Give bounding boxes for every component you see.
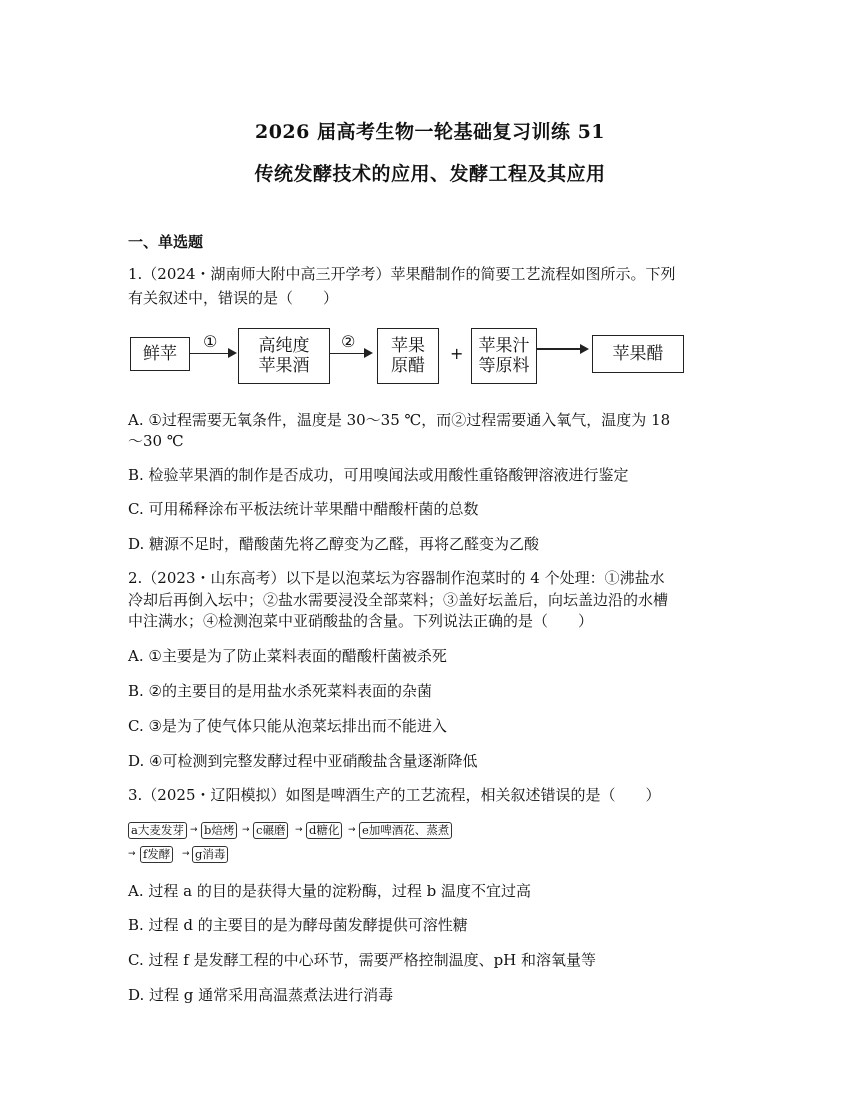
q1-option-a-line-1: A. ①过程需要无氧条件，温度是 30～35 ℃，而②过程需要通入氧气，温度为 18: [128, 411, 671, 429]
q2-option-c: C. ③是为了使气体只能从泡菜坛排出而不能进入: [128, 717, 447, 735]
box-label: 苹果酒: [258, 356, 310, 376]
plus-sign: +: [450, 344, 464, 363]
q3-option-d: D. 过程 g 通常采用高温蒸煮法进行消毒: [128, 986, 394, 1004]
diagram-box-apple-juice: [471, 328, 537, 384]
title-line-2: 传统发酵技术的应用、发酵工程及其应用: [254, 163, 606, 185]
step-a-box: a大麦发芽: [128, 822, 187, 839]
diagram-box-apple-vinegar: [592, 335, 684, 373]
box-label: 苹果汁: [478, 336, 530, 356]
step-g-box: g消毒: [192, 846, 228, 863]
q2-stem-line-1: 2.（2023・山东高考）以下是以泡菜坛为容器制作泡菜时的 4 个处理：①沸盐水: [128, 569, 665, 587]
box-label: 苹果醋: [612, 344, 664, 364]
diagram-box-apple-wine: [238, 328, 330, 384]
box-label: 高纯度: [258, 336, 310, 356]
q3-stem: 3.（2025・辽阳模拟）如图是啤酒生产的工艺流程，相关叙述错误的是（ ）: [128, 786, 661, 804]
step-2-marker: ②: [341, 332, 356, 351]
flow-arrow-icon: →: [182, 849, 190, 859]
q1-process-diagram: [128, 326, 688, 388]
flow-arrow-icon: →: [348, 825, 356, 835]
q3-brewing-diagram: [128, 820, 468, 866]
arrow-head-icon: [580, 344, 589, 354]
box-label: 原醋: [391, 356, 425, 376]
q1-stem-line-2: 有关叙述中，错误的是（ ）: [128, 289, 339, 307]
arrow-line: [537, 348, 581, 350]
box-label: 鲜苹: [143, 344, 177, 364]
flow-arrow-icon: →: [128, 849, 136, 859]
q1-option-c: C. 可用稀释涂布平板法统计苹果醋中醋酸杆菌的总数: [128, 500, 479, 518]
step-1-marker: ①: [203, 332, 218, 351]
step-b-box: b焙烤: [201, 822, 237, 839]
q2-option-b: B. ②的主要目的是用盐水杀死菜料表面的杂菌: [128, 682, 433, 700]
flow-arrow-icon: →: [242, 825, 250, 835]
q1-option-a-line-2: ～30 ℃: [128, 432, 184, 450]
q1-stem-line-1: 1.（2024・湖南师大附中高三开学考）苹果醋制作的简要工艺流程如图所示。下列: [128, 265, 676, 283]
section-heading: 一、单选题: [128, 233, 204, 251]
arrow-head-icon: [228, 348, 237, 358]
q3-option-a: A. 过程 a 的目的是获得大量的淀粉酶，过程 b 温度不宜过高: [128, 882, 531, 900]
step-e-box: e加啤酒花、蒸煮: [359, 822, 452, 839]
flow-arrow-icon: →: [295, 825, 303, 835]
q2-stem-line-3: 中注满水；④检测泡菜中亚硝酸盐的含量。下列说法正确的是（ ）: [128, 612, 594, 630]
q3-option-c: C. 过程 f 是发酵工程的中心环节，需要严格控制温度、pH 和溶氧量等: [128, 951, 597, 969]
diagram-box-fresh-apple: [130, 337, 190, 371]
diagram-box-raw-vinegar: [377, 328, 439, 384]
arrow-line: [330, 353, 366, 354]
q1-option-d: D. 糖源不足时，醋酸菌先将乙醇变为乙醛，再将乙醛变为乙酸: [128, 535, 540, 553]
q2-option-d: D. ④可检测到完整发酵过程中亚硝酸盐含量逐渐降低: [128, 752, 478, 770]
step-f-box: f发酵: [140, 846, 173, 863]
q3-option-b: B. 过程 d 的主要目的是为酵母菌发酵提供可溶性糖: [128, 916, 468, 934]
box-label: 苹果: [391, 336, 425, 356]
flow-arrow-icon: →: [190, 825, 198, 835]
q1-option-b: B. 检验苹果酒的制作是否成功，可用嗅闻法或用酸性重铬酸钾溶液进行鉴定: [128, 466, 629, 484]
step-d-box: d糖化: [306, 822, 342, 839]
arrow-head-icon: [364, 348, 373, 358]
q2-option-a: A. ①主要是为了防止菜料表面的醋酸杆菌被杀死: [128, 647, 447, 665]
arrow-line: [190, 353, 230, 354]
q2-stem-line-2: 冷却后再倒入坛中；②盐水需要浸没全部菜料；③盖好坛盖后，向坛盖边沿的水槽: [128, 591, 669, 609]
step-c-box: c碾磨: [253, 822, 288, 839]
box-label: 等原料: [478, 356, 530, 376]
title-line-1: 2026 届高考生物一轮基础复习训练 51: [254, 121, 606, 143]
